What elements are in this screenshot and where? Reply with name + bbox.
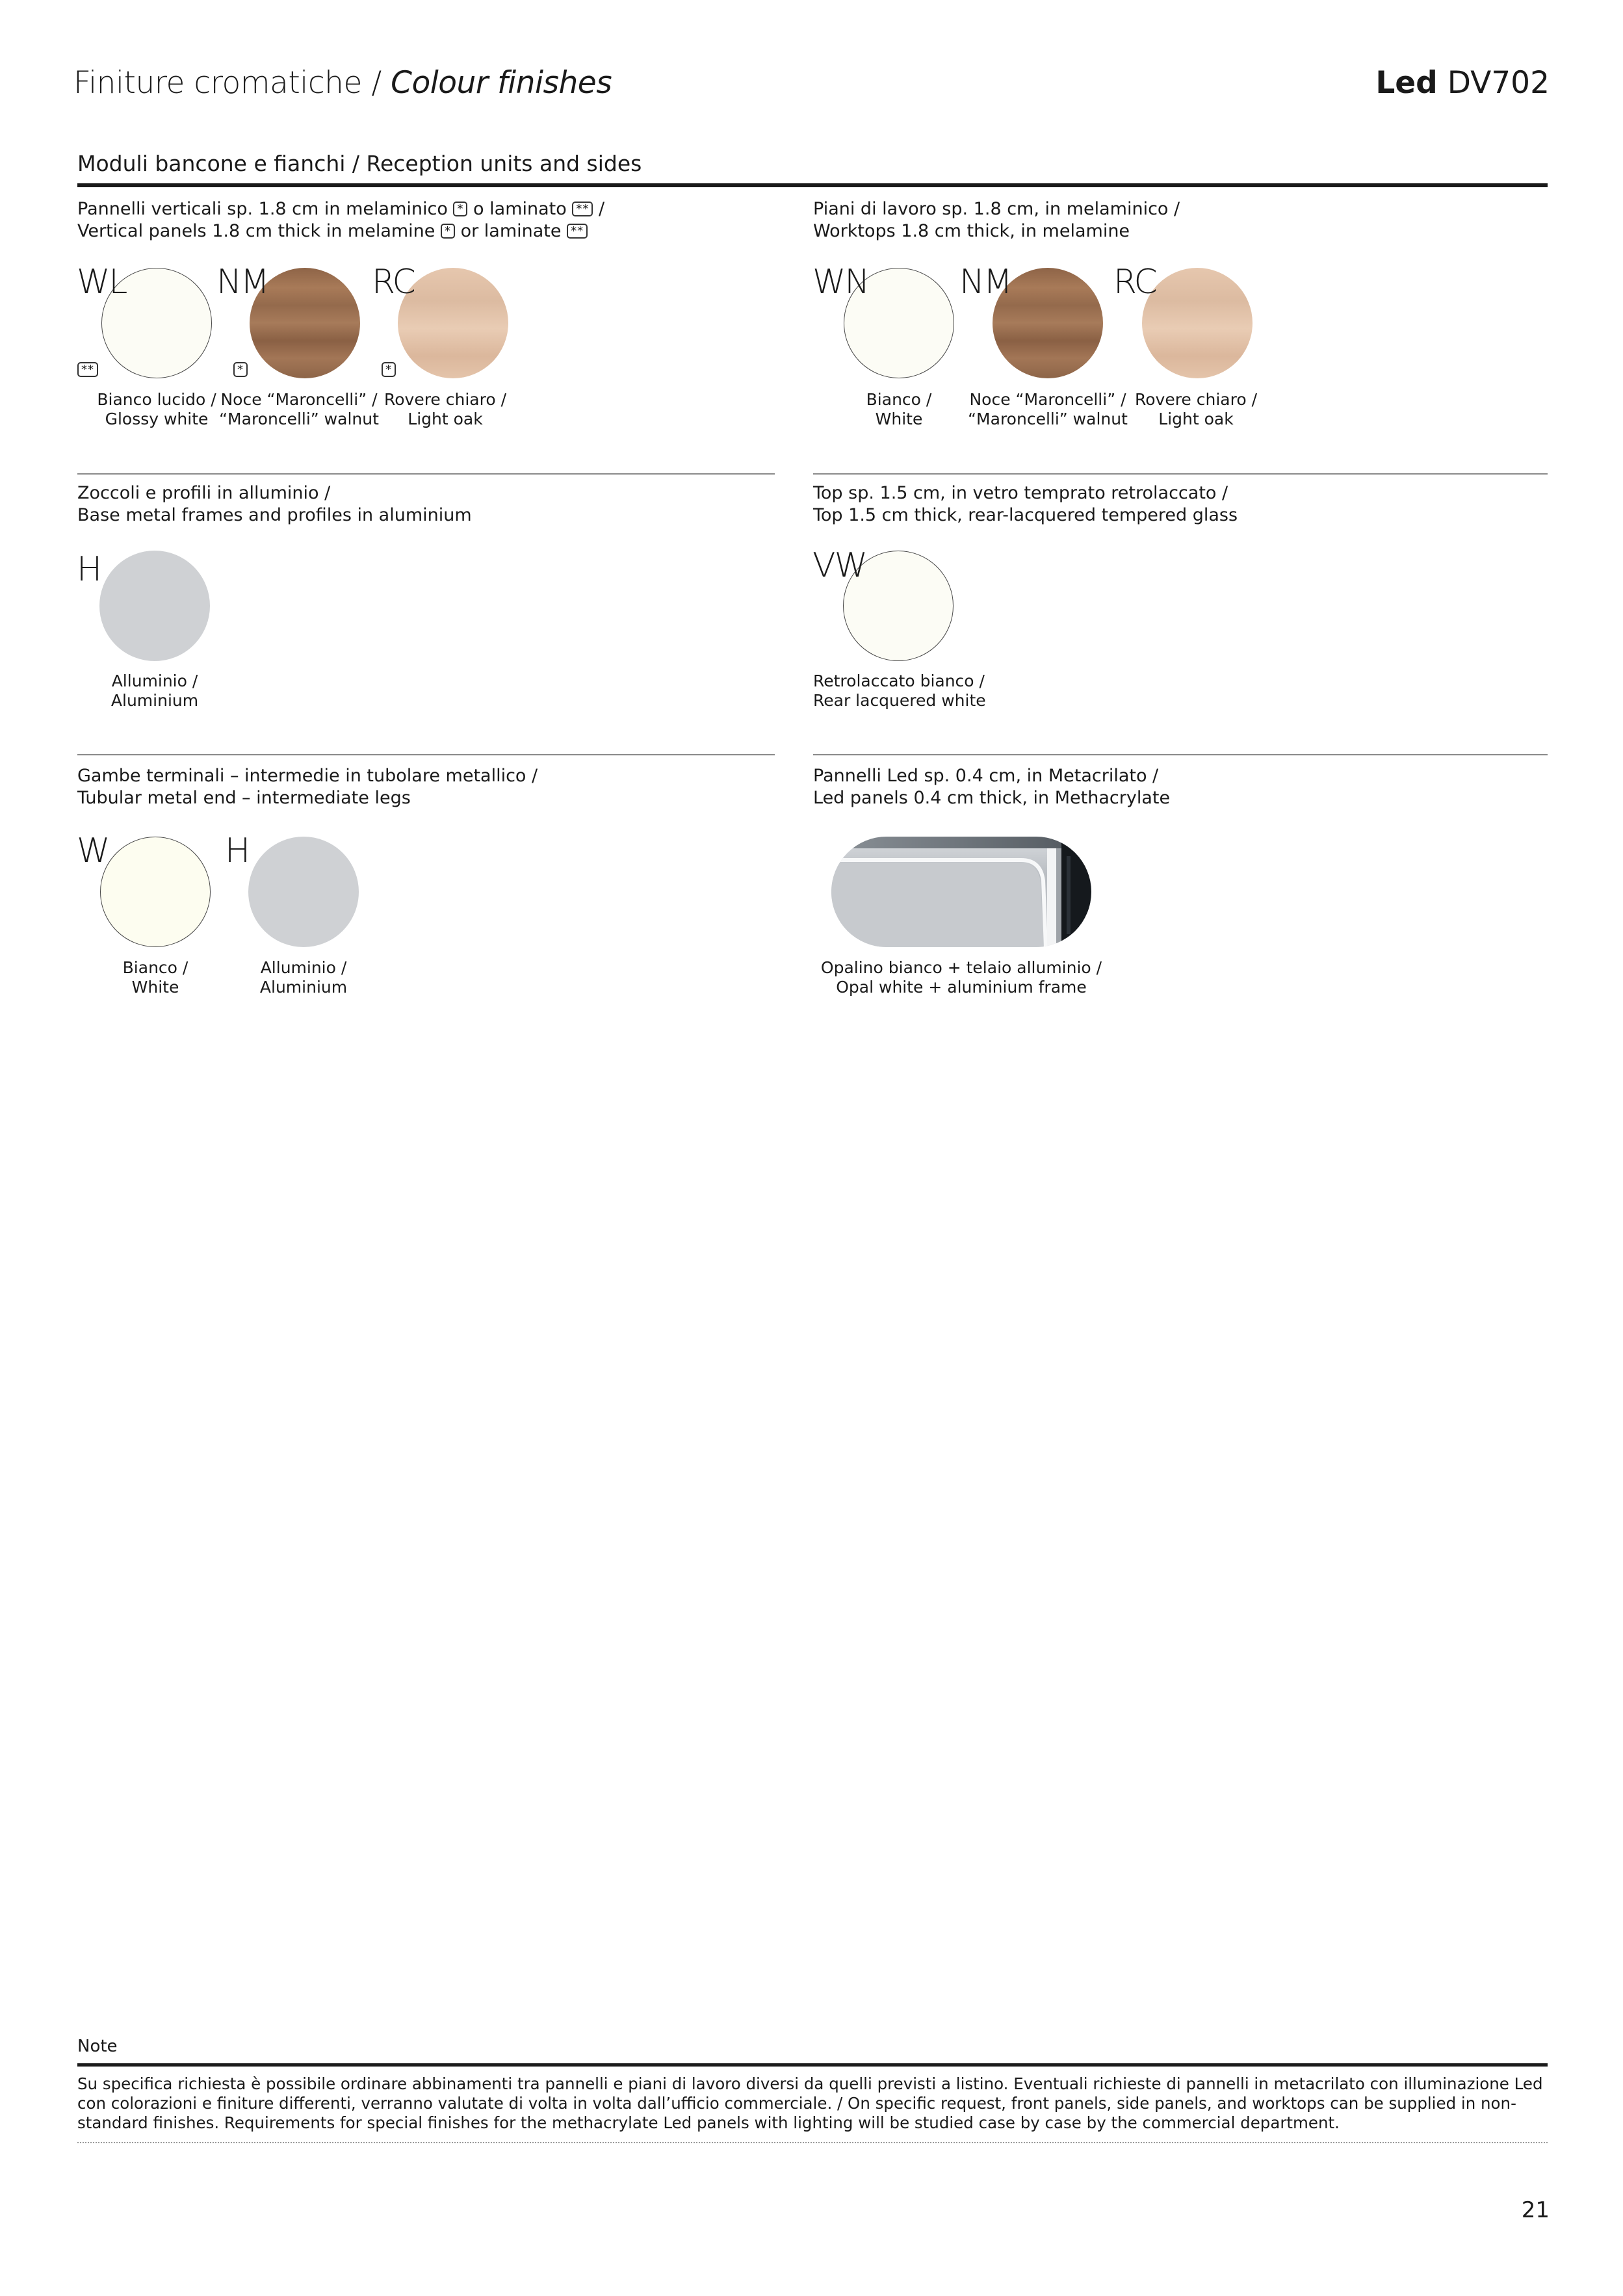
swatch-code-h: H	[77, 550, 101, 589]
swatch-caption: Retrolaccato bianco / Rear lacquered white	[813, 672, 986, 710]
swatch-light-oak	[1142, 268, 1253, 378]
tag-melamine: *	[441, 224, 455, 239]
top-glass-title: Top sp. 1.5 cm, in vetro temprato retrolaccato / Top 1.5 cm thick, rear-lacquered tempered glass	[813, 483, 1238, 525]
vertical-panels-line-1: Pannelli verticali sp. 1.8 cm in melaminico * o laminato ** /	[77, 199, 605, 219]
led-panel-image	[831, 837, 1091, 947]
page-title-separator: /	[371, 65, 382, 101]
led-panels-title: Pannelli Led sp. 0.4 cm, in Metacrilato / Led panels 0.4 cm thick, in Methacrylate	[813, 766, 1171, 808]
block-divider	[77, 754, 775, 755]
page-title-en: Colour finishes	[391, 65, 612, 101]
swatch-caption: Alluminio / Aluminium	[259, 958, 348, 997]
swatch-code-wn: WN	[812, 263, 869, 302]
page-title-it: Finiture cromatiche	[73, 65, 362, 101]
page-title	[73, 65, 612, 101]
swatch-caption: Noce “Maroncelli” / “Maroncelli” walnut	[219, 390, 379, 428]
swatch-code-wl: WL	[77, 263, 127, 302]
base-frames-title: Zoccoli e profili in alluminio / Base metal frames and profiles in aluminium	[77, 483, 472, 525]
swatch-code-nm: NM	[959, 263, 1011, 302]
note-text: Su specifica richiesta è possibile ordinare abbinamenti tra pannelli e piani di lavoro diversi da quelli previsti a listino. Eventuali richieste di pannelli in metacrilato con illuminazione Led con colorazioni e finiture differenti, verranno valutate di volta in volta dall’ufficio commerciale. / On specific request, front panels, side panels, and worktops can be supplied in non-standard finishes. Requirements for special finishes for the methacrylate Led panels with lighting will be studied case by case by the commercial department.	[77, 2074, 1543, 2132]
swatch-code-w: W	[77, 831, 109, 870]
swatch-caption: Rovere chiaro / Light oak	[1134, 390, 1258, 428]
block-divider	[813, 754, 1548, 755]
worktops-title: Piani di lavoro sp. 1.8 cm, in melaminico / Worktops 1.8 cm thick, in melamine	[813, 199, 1180, 241]
block-divider	[77, 473, 775, 475]
tag-laminate: **	[567, 224, 588, 239]
swatch-code-h: H	[225, 831, 250, 870]
product-code: DV702	[1447, 65, 1550, 101]
finish-tag: *	[233, 362, 248, 378]
page-number: 21	[1521, 2197, 1550, 2223]
note-rule	[77, 2063, 1548, 2067]
swatch-code-vw: VW	[812, 546, 866, 585]
product-brand: Led	[1375, 65, 1438, 101]
section-title: Moduli bancone e fianchi / Reception units and sides	[77, 151, 642, 176]
swatch-caption: Bianco / White	[866, 390, 932, 428]
finish-tag: **	[77, 362, 98, 378]
led-panel-photo	[831, 837, 1091, 947]
tag-melamine: *	[453, 202, 467, 216]
swatch-caption: Noce “Maroncelli” / “Maroncelli” walnut	[968, 390, 1128, 428]
legs-title: Gambe terminali – intermedie in tubolare metallico / Tubular metal end – intermediate legs	[77, 766, 538, 808]
section-rule	[77, 183, 1548, 187]
swatch-caption: Bianco / White	[122, 958, 188, 997]
swatch-aluminium	[248, 837, 359, 947]
note-label: Note	[77, 2037, 118, 2056]
swatch-white	[100, 837, 211, 947]
finish-tag: *	[382, 362, 396, 378]
swatch-caption: Alluminio / Aluminium	[110, 672, 199, 710]
vertical-panels-line-2: Vertical panels 1.8 cm thick in melamine * or laminate **	[77, 220, 604, 242]
block-divider	[813, 473, 1548, 475]
note-dotted-divider	[77, 2142, 1548, 2143]
swatch-caption: Rovere chiaro / Light oak	[383, 390, 507, 428]
product-name	[1375, 65, 1550, 101]
swatch-caption: Bianco lucido / Glossy white	[97, 390, 216, 428]
tag-laminate: **	[572, 202, 593, 216]
swatch-aluminium	[99, 551, 210, 661]
vertical-panels-title	[77, 198, 604, 242]
swatch-code-nm: NM	[216, 263, 268, 302]
swatch-code-rc: RC	[1113, 263, 1156, 302]
swatch-caption: Opalino bianco + telaio alluminio / Opal white + aluminium frame	[820, 958, 1102, 997]
swatch-code-rc: RC	[372, 263, 415, 302]
